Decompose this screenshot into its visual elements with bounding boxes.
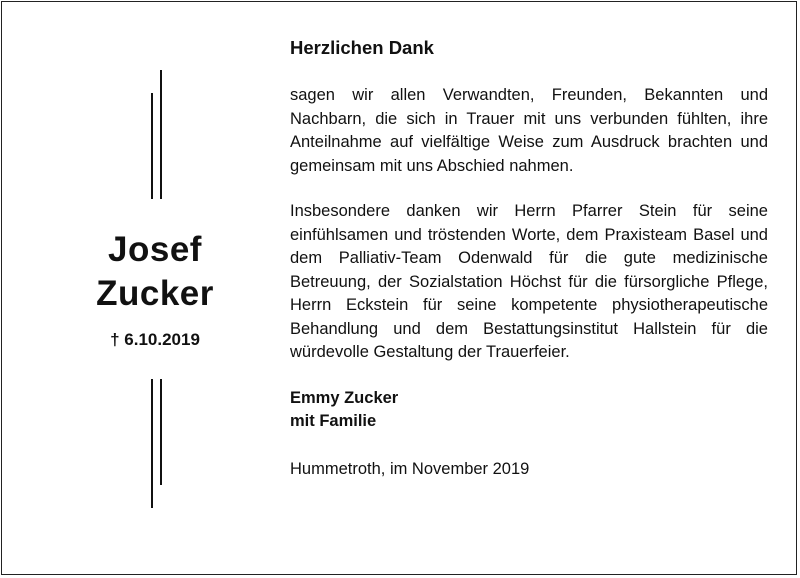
memorial-column <box>60 0 250 578</box>
deceased-last-name: Zucker <box>96 274 214 313</box>
top-decor-line-long <box>160 70 162 199</box>
signer-family: mit Familie <box>290 411 377 430</box>
thanks-paragraph-2: Insbesondere danken wir Herrn Pfarrer Stein für seine einfühlsamen und tröstenden Worte, dem Praxisteam Basel und dem Palliativ-Team Odenwald für die gute medizinische Betreuung, der Sozialstation Höchst für die fürsorgliche Pflege, Herrn Eckstein für seine kompetente physiotherapeutische Behandlung und dem Bestattungsinstitut Hallstein für die würdevolle Gestaltung der Trauerfeier. <box>290 202 768 361</box>
deceased-first-name: Josef <box>108 230 202 269</box>
top-decor-line-short <box>151 93 153 199</box>
place-and-date: Hummetroth, im November 2019 <box>290 459 530 478</box>
bottom-decor-line-long <box>151 379 153 508</box>
thanks-paragraph-1: sagen wir allen Verwandten, Freunden, Bekannten und Nachbarn, die sich in Trauer mit uns verbunden fühlten, ihre Anteilnahme auf vielfältige Weise zum Ausdruck brachten und gemeinsam mit uns Abschied nahmen. <box>290 86 768 175</box>
signer-name: Emmy Zucker <box>290 388 399 407</box>
thank-you-text <box>290 36 768 481</box>
death-date: † 6.10.2019 <box>110 330 200 349</box>
notice-heading: Herzlichen Dank <box>290 37 434 58</box>
bottom-decor-line-short <box>160 379 162 485</box>
deceased-name-block <box>60 228 250 350</box>
